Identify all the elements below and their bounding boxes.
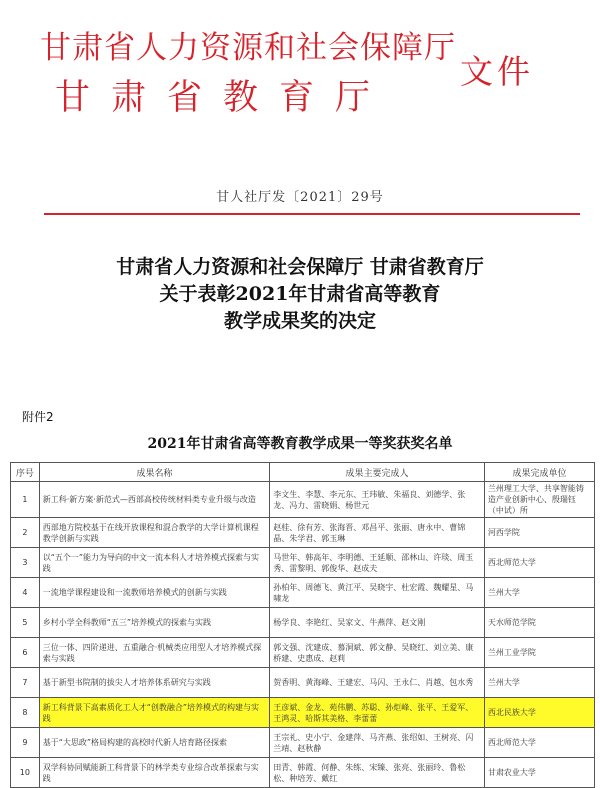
cell-unit: 西北师范大学: [484, 548, 594, 578]
col-header-name: 成果名称: [39, 463, 269, 482]
title-line-1: 甘肃省人力资源和社会保障厅 甘肃省教育厅: [116, 256, 484, 278]
cell-no: 7: [11, 668, 40, 698]
cell-no: 1: [11, 482, 40, 518]
cell-no: 5: [11, 608, 40, 638]
cell-name: 基于新型书院制的拔尖人才培养体系研究与实践: [39, 668, 269, 698]
cell-people: 孙柏年、周德飞、黄江平、吴晓宇、杜宏霞、魏耀星、马啸龙: [270, 578, 485, 608]
document-word: 文件: [460, 52, 534, 91]
cell-unit: 兰州大学: [484, 668, 594, 698]
cell-name: 基于“大思政”格局构建的高校时代新人培育路径探索: [39, 728, 269, 758]
cell-unit: 兰州大学: [484, 578, 594, 608]
award-table: [10, 462, 595, 788]
col-header-no: 序号: [11, 463, 40, 482]
cell-name: 一流地学课程建设和一流教师培养模式的创新与实践: [39, 578, 269, 608]
document-title: [0, 254, 600, 335]
cell-unit: 天水师范学院: [484, 608, 594, 638]
cell-unit: 河西学院: [484, 518, 594, 548]
cell-people: 王宗礼、史小宁、金建萍、马齐燕、张绍如、王树亮、闪兰靖、赵秋静: [270, 728, 485, 758]
cell-no: 2: [11, 518, 40, 548]
cell-unit: 西北师范大学: [484, 728, 594, 758]
table-row: [11, 548, 595, 578]
document-number: 甘人社厅发〔2021〕29号: [216, 190, 384, 205]
cell-people: 杨学良、李艳红、吴家文、牛燕萍、赵文刚: [270, 608, 485, 638]
cell-no: 8: [11, 698, 40, 728]
table-row: [11, 482, 595, 518]
red-divider-line: [44, 213, 580, 215]
org-name-hrss: 甘肃省人力资源和社会保障厅: [40, 30, 456, 66]
table-row: [11, 698, 595, 728]
table-row: [11, 578, 595, 608]
col-header-people: 成果主要完成人: [270, 463, 485, 482]
cell-name: 乡村小学全科教师“五三”培养模式的探索与实践: [39, 608, 269, 638]
letterhead: [0, 0, 600, 120]
cell-people: 田青、韩霞、何静、朱练、宋臻、张亮、张丽玲、鲁松松、种培芳、戴红: [270, 758, 485, 788]
cell-people: 马世年、韩高年、李明德、王延顺、邵林山、许琰、周玉秀、雷黎明、郭俊华、赵成夫: [270, 548, 485, 578]
title-line-2: 关于表彰2021年甘肃省高等教育: [159, 283, 441, 305]
cell-unit: 兰州工业学院: [484, 638, 594, 668]
cell-no: 3: [11, 548, 40, 578]
cell-name: 双学科协同赋能新工科背景下的林学类专业综合改革探索与实践: [39, 758, 269, 788]
title-line-3: 教学成果奖的决定: [223, 310, 376, 332]
cell-name: 新工科·新方案·新范式—西部高校传统材料类专业升级与改造: [39, 482, 269, 518]
table-header-row: [11, 463, 595, 482]
attachment-label: 附件2: [22, 410, 54, 424]
table-row: [11, 518, 595, 548]
cell-people: 李文生、李慧、李元东、王玮敏、朱福良、刘德学、张龙、冯力、雷晓娟、杨世元: [270, 482, 485, 518]
org-name-education: 甘肃省教育厅: [55, 78, 392, 118]
list-title: 2021年甘肃省高等教育教学成果一等奖获奖名单: [147, 436, 453, 452]
cell-people: 王彦斌、金龙、苑伟鹏、苏聪、孙炬峰、张平、王爱军、王鸿灵、哈斯其美格、李蕾蕾: [270, 698, 485, 728]
cell-people: 郭文强、沈建成、慕洞斌、郭文静、吴晓红、刘立美、康桥建、史惠成、赵莉: [270, 638, 485, 668]
cell-no: 4: [11, 578, 40, 608]
cell-no: 6: [11, 638, 40, 668]
cell-name: 以“五个一”能力为导向的中文一流本科人才培养模式探索与实践: [39, 548, 269, 578]
cell-name: 三位一体、四阶递进、五重融合·机械类应用型人才培养模式探索与实践: [39, 638, 269, 668]
table-row: [11, 728, 595, 758]
col-header-unit: 成果完成单位: [484, 463, 594, 482]
table-row: [11, 668, 595, 698]
cell-people: 赵桂、徐有芳、张海晋、邓昌平、张丽、唐永中、曹锦晶、朱学君、郭玉琳: [270, 518, 485, 548]
cell-no: 9: [11, 728, 40, 758]
cell-no: 10: [11, 758, 40, 788]
table-row: [11, 608, 595, 638]
cell-unit: 西北民族大学: [484, 698, 594, 728]
cell-unit: 甘肃农业大学: [484, 758, 594, 788]
table-row: [11, 758, 595, 788]
cell-unit: 兰州理工大学、共享智能铸造产业创新中心、殷瑞钰（中试）所: [484, 482, 594, 518]
cell-name: 新工科背景下高素质化工人才“创教融合”培养模式的构建与实践: [39, 698, 269, 728]
cell-people: 贺香明、黄海峰、王建宏、马闪、王永仁、肖越、包水秀: [270, 668, 485, 698]
cell-name: 西部地方院校基于在线开放课程和混合教学的大学计算机课程教学创新与实践: [39, 518, 269, 548]
table-row: [11, 638, 595, 668]
table-body: [11, 482, 595, 788]
